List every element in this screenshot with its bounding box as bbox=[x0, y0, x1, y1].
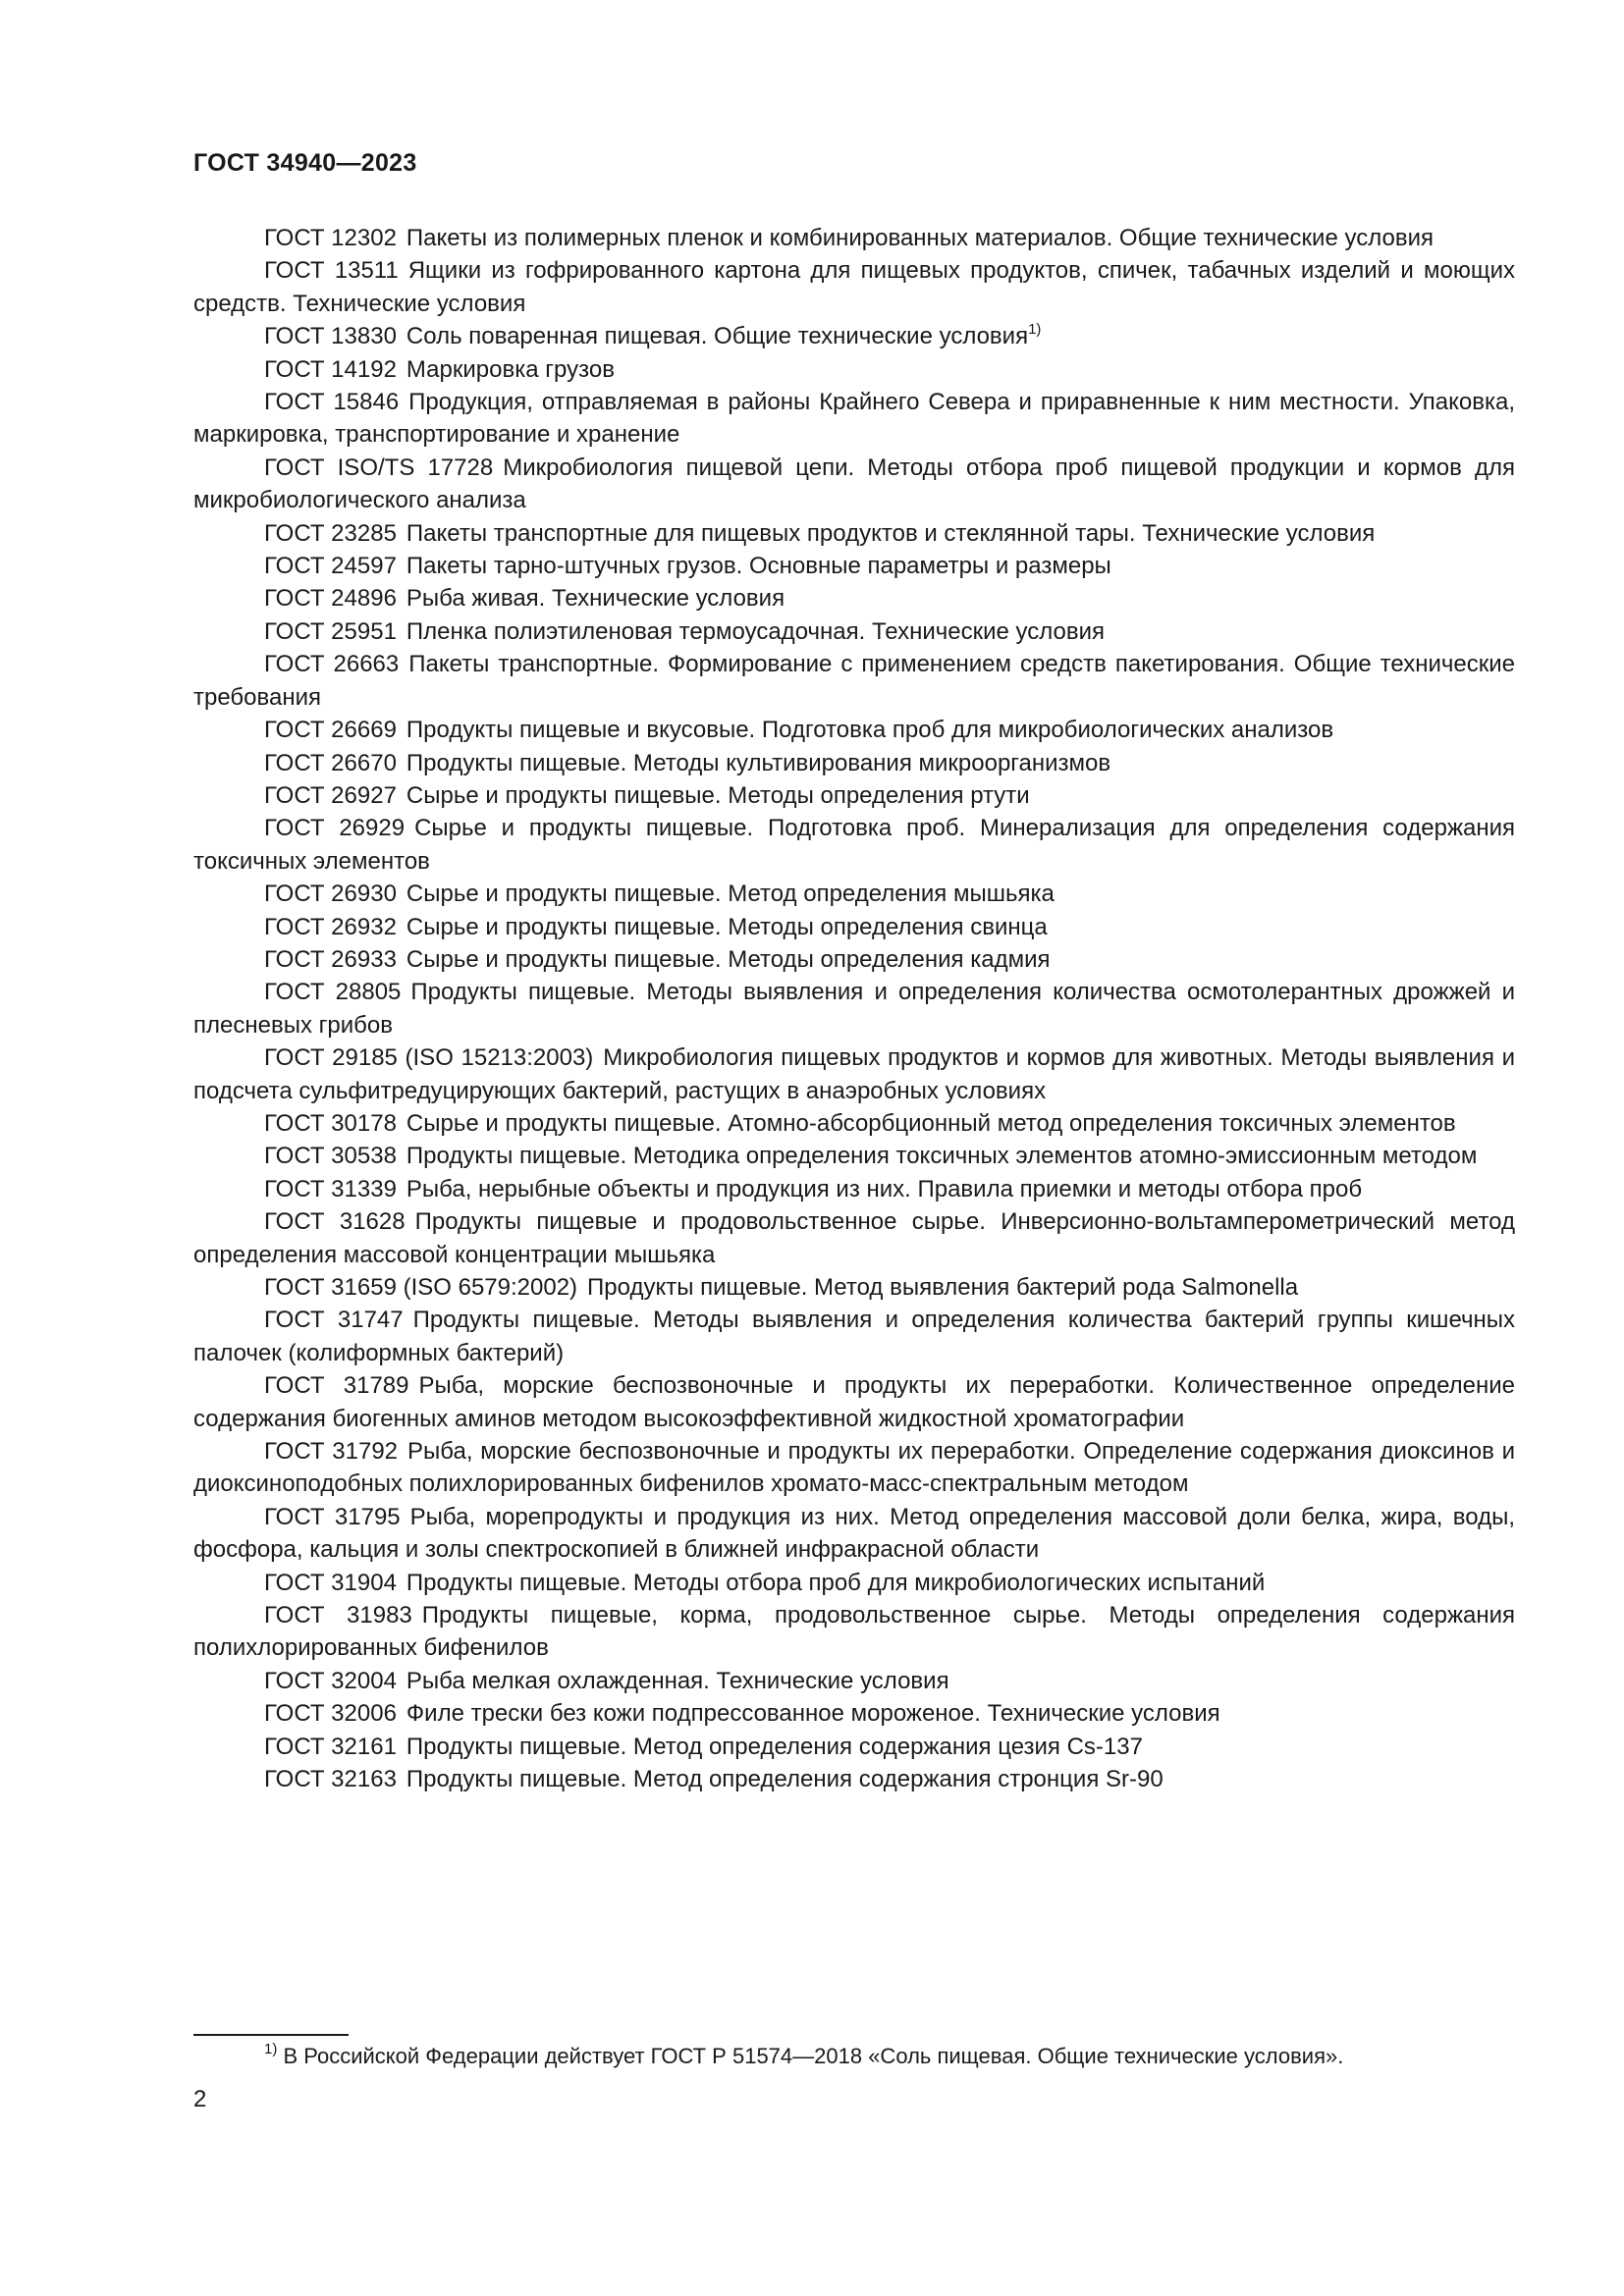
reference-code: ГОСТ 26933 bbox=[264, 945, 397, 973]
reference-code: ГОСТ 29185 (ISO 15213:2003) bbox=[264, 1044, 594, 1072]
reference-code: ГОСТ 24896 bbox=[264, 585, 397, 613]
reference-item bbox=[193, 386, 1515, 452]
reference-code: ГОСТ 25951 bbox=[264, 617, 397, 645]
reference-title: Продукты пищевые. Методика определения токсичных элементов атомно-эмиссионным методом bbox=[406, 1143, 1478, 1170]
reference-item bbox=[193, 1731, 1515, 1763]
reference-title: Пакеты транспортные для пищевых продуктов и стеклянной тары. Технические условия bbox=[406, 519, 1376, 547]
normative-references-list bbox=[193, 222, 1515, 1796]
reference-title: Продукты пищевые. Метод определения содержания цезия Cs-137 bbox=[406, 1733, 1143, 1760]
reference-item bbox=[193, 1173, 1515, 1205]
reference-item bbox=[193, 1041, 1515, 1107]
footnote-text: В Российской Федерации действует ГОСТ Р 51574—2018 «Соль пищевая. Общие технические условия». bbox=[283, 2044, 1344, 2068]
reference-code: ГОСТ 31792 bbox=[264, 1438, 399, 1466]
reference-item bbox=[193, 976, 1515, 1041]
reference-code: ГОСТ 32161 bbox=[264, 1733, 397, 1760]
reference-code: ГОСТ 14192 bbox=[264, 355, 397, 383]
reference-title: Рыба живая. Технические условия bbox=[406, 585, 785, 613]
reference-code: ГОСТ 26930 bbox=[264, 881, 397, 908]
reference-code: ГОСТ 26927 bbox=[264, 781, 397, 809]
reference-item bbox=[193, 779, 1515, 812]
reference-code: ГОСТ 26932 bbox=[264, 913, 397, 940]
reference-item bbox=[193, 1763, 1515, 1795]
reference-code: ГОСТ ISO/TS 17728 bbox=[264, 454, 494, 481]
reference-code: ГОСТ 31789 bbox=[264, 1372, 409, 1400]
reference-code: ГОСТ 32004 bbox=[264, 1667, 397, 1694]
document-header: ГОСТ 34940—2023 bbox=[193, 149, 417, 177]
reference-title: Рыба мелкая охлажденная. Технические условия bbox=[406, 1667, 949, 1694]
reference-code: ГОСТ 31339 bbox=[264, 1175, 397, 1202]
reference-item bbox=[193, 1599, 1515, 1665]
reference-title: Соль поваренная пищевая. Общие технические условия bbox=[406, 323, 1029, 350]
reference-title: Пакеты из полимерных пленок и комбинированных материалов. Общие технические условия bbox=[406, 225, 1434, 251]
reference-title: Продукты пищевые. Методы выявления и определения количества бактерий группы кишечных палочек (колиформных бактерий) bbox=[193, 1307, 1515, 1366]
reference-code: ГОСТ 30538 bbox=[264, 1143, 397, 1170]
reference-title: Сырье и продукты пищевые. Методы определения свинца bbox=[406, 913, 1048, 940]
reference-item bbox=[193, 1435, 1515, 1501]
reference-item bbox=[193, 1205, 1515, 1271]
reference-item bbox=[193, 911, 1515, 943]
reference-code: ГОСТ 26929 bbox=[264, 815, 406, 842]
reference-title: Рыба, морские беспозвоночные и продукты их переработки. Определение содержания диоксинов и диоксиноподобных полихлорированных бифенилов хромато-масс-спектральным методом bbox=[193, 1438, 1515, 1498]
reference-code: ГОСТ 31628 bbox=[264, 1208, 406, 1236]
reference-code: ГОСТ 23285 bbox=[264, 519, 397, 547]
reference-code: ГОСТ 31904 bbox=[264, 1569, 397, 1596]
reference-code: ГОСТ 26663 bbox=[264, 651, 400, 678]
reference-code: ГОСТ 13511 bbox=[264, 257, 399, 285]
reference-code: ГОСТ 31795 bbox=[264, 1503, 401, 1530]
reference-item bbox=[193, 615, 1515, 648]
reference-code: ГОСТ 28805 bbox=[264, 979, 402, 1006]
reference-item bbox=[193, 943, 1515, 976]
reference-title: Рыба, морские беспозвоночные и продукты их переработки. Количественное определение содержания биогенных аминов методом высокоэффективной жидкостной хроматографии bbox=[193, 1372, 1516, 1432]
reference-title: Сырье и продукты пищевые. Подготовка проб. Минерализация для определения содержания токсичных элементов bbox=[193, 815, 1516, 875]
reference-title: Рыба, нерыбные объекты и продукция из них. Правила приемки и методы отбора проб bbox=[406, 1175, 1363, 1202]
reference-title: Продукты пищевые. Методы культивирования микроорганизмов bbox=[406, 749, 1111, 776]
reference-title: Продукты пищевые. Методы отбора проб для микробиологических испытаний bbox=[406, 1569, 1266, 1596]
reference-title: Микробиология пищевой цепи. Методы отбора проб пищевой продукции и кормов для микробиологического анализа bbox=[193, 454, 1516, 514]
reference-title: Микробиология пищевых продуктов и кормов для животных. Методы выявления и подсчета сульфитредуцирующих бактерий, растущих в анаэробных условиях bbox=[193, 1044, 1515, 1104]
reference-title: Ящики из гофрированного картона для пищевых продуктов, спичек, табачных изделий и моющих средств. Технические условия bbox=[193, 257, 1515, 317]
reference-item bbox=[193, 550, 1515, 582]
reference-code: ГОСТ 31659 (ISO 6579:2002) bbox=[264, 1274, 578, 1301]
reference-code: ГОСТ 32006 bbox=[264, 1700, 397, 1728]
reference-item bbox=[193, 1304, 1515, 1369]
reference-item bbox=[193, 353, 1515, 386]
reference-item bbox=[193, 320, 1515, 352]
reference-item bbox=[193, 1140, 1515, 1172]
reference-title: Пакеты тарно-штучных грузов. Основные параметры и размеры bbox=[406, 553, 1111, 580]
reference-title: Продукты пищевые. Метод выявления бактерий рода Salmonella bbox=[587, 1274, 1299, 1301]
reference-title: Филе трески без кожи подпрессованное мороженое. Технические условия bbox=[406, 1700, 1220, 1728]
reference-title: Продукты пищевые. Метод определения содержания стронция Sr-90 bbox=[406, 1766, 1164, 1793]
reference-item bbox=[193, 222, 1515, 254]
reference-item bbox=[193, 714, 1515, 746]
reference-item bbox=[193, 1501, 1515, 1567]
reference-item bbox=[193, 1107, 1515, 1140]
reference-title: Продукты пищевые. Методы выявления и определения количества осмотолерантных дрожжей и плесневых грибов bbox=[193, 979, 1515, 1039]
reference-item bbox=[193, 1665, 1515, 1697]
reference-code: ГОСТ 13830 bbox=[264, 323, 397, 350]
reference-item bbox=[193, 1369, 1515, 1435]
reference-item bbox=[193, 517, 1515, 550]
page-number: 2 bbox=[193, 2086, 207, 2112]
reference-title: Сырье и продукты пищевые. Методы определения кадмия bbox=[406, 945, 1051, 973]
reference-item bbox=[193, 648, 1515, 714]
reference-title: Продукты пищевые и вкусовые. Подготовка проб для микробиологических анализов bbox=[406, 717, 1334, 744]
reference-title: Пакеты транспортные. Формирование с применением средств пакетирования. Общие технические требования bbox=[193, 651, 1515, 711]
reference-item bbox=[193, 254, 1515, 320]
reference-item bbox=[193, 452, 1515, 517]
reference-code: ГОСТ 26670 bbox=[264, 749, 397, 776]
reference-code: ГОСТ 30178 bbox=[264, 1109, 397, 1137]
reference-code: ГОСТ 15846 bbox=[264, 389, 400, 416]
reference-code: ГОСТ 32163 bbox=[264, 1766, 397, 1793]
footnote-mark: 1) bbox=[264, 2041, 278, 2057]
reference-title: Пленка полиэтиленовая термоусадочная. Технические условия bbox=[406, 617, 1106, 645]
reference-title: Продукция, отправляемая в районы Крайнего Севера и приравненные к ним местности. Упаковка, маркировка, транспортирование и хранение bbox=[193, 389, 1515, 449]
reference-item bbox=[193, 1697, 1515, 1730]
footnote-separator bbox=[193, 2034, 349, 2036]
footnote bbox=[264, 2042, 1343, 2071]
reference-item bbox=[193, 1271, 1515, 1304]
reference-title: Сырье и продукты пищевые. Методы определения ртути bbox=[406, 781, 1030, 809]
footnote-reference-mark: 1) bbox=[1028, 321, 1042, 339]
reference-item bbox=[193, 878, 1515, 910]
reference-code: ГОСТ 24597 bbox=[264, 553, 397, 580]
reference-title: Рыба, морепродукты и продукция из них. Метод определения массовой доли белка, жира, воды, фосфора, кальция и золы спектроскопией в ближней инфракрасной области bbox=[193, 1503, 1516, 1564]
reference-code: ГОСТ 12302 bbox=[264, 225, 397, 251]
reference-item bbox=[193, 1567, 1515, 1599]
reference-title: Маркировка грузов bbox=[406, 355, 615, 383]
reference-item bbox=[193, 812, 1515, 878]
reference-title: Продукты пищевые и продовольственное сырье. Инверсионно-вольтамперометрический метод определения массовой концентрации мышьяка bbox=[193, 1208, 1515, 1268]
reference-title: Сырье и продукты пищевые. Метод определения мышьяка bbox=[406, 881, 1055, 908]
reference-code: ГОСТ 31747 bbox=[264, 1307, 404, 1334]
reference-title: Продукты пищевые, корма, продовольственное сырье. Методы определения содержания полихлорированных бифенилов bbox=[193, 1602, 1515, 1662]
reference-item bbox=[193, 747, 1515, 779]
reference-title: Сырье и продукты пищевые. Атомно-абсорбционный метод определения токсичных элементов bbox=[406, 1109, 1456, 1137]
reference-code: ГОСТ 26669 bbox=[264, 717, 397, 744]
reference-code: ГОСТ 31983 bbox=[264, 1602, 412, 1629]
reference-item bbox=[193, 582, 1515, 614]
